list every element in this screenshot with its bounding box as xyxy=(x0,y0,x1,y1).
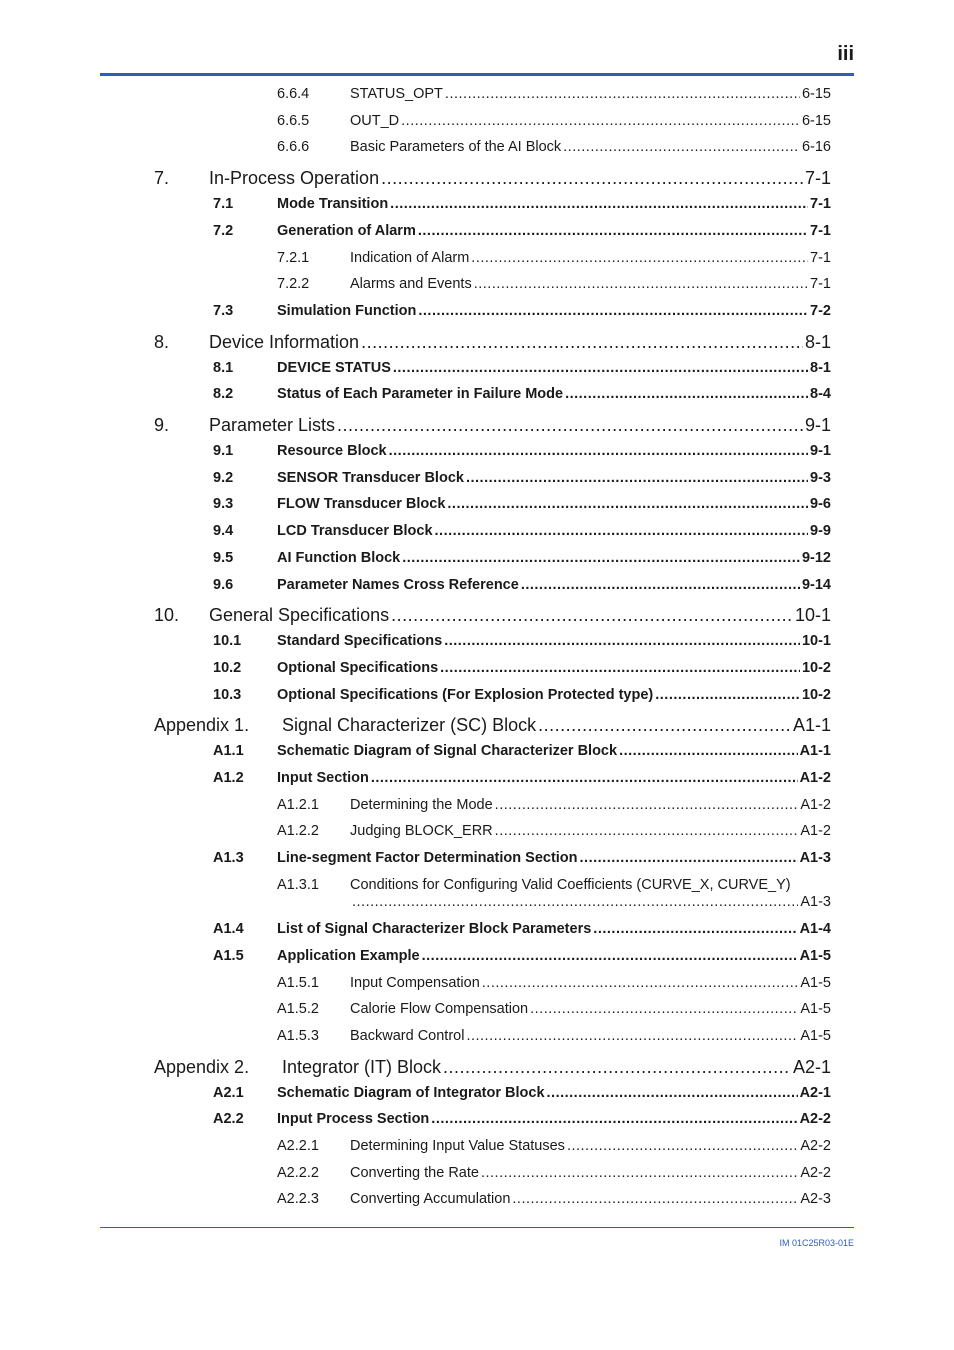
toc-entry-page: A1-5 xyxy=(800,975,831,991)
toc-entry-number: 9.6 xyxy=(213,577,234,593)
toc-entry-page: A2-2 xyxy=(800,1165,831,1181)
toc-dot-leader xyxy=(431,1111,797,1127)
toc-entry-line xyxy=(350,975,831,991)
toc-entry-title: Schematic Diagram of Signal Characterizer Block xyxy=(277,743,618,759)
toc-entry-page: A2-2 xyxy=(800,1138,831,1154)
toc-dot-leader xyxy=(447,496,808,512)
toc-entry-page: 8-4 xyxy=(810,386,831,402)
toc-dot-leader xyxy=(418,223,808,239)
toc-entry-line xyxy=(277,948,831,964)
toc-entry-number: A1.5 xyxy=(213,948,244,964)
toc-entry-line xyxy=(350,1138,831,1154)
toc-entry-line xyxy=(277,360,831,376)
toc-entry-title: Schematic Diagram of Integrator Block xyxy=(277,1085,545,1101)
toc-dot-leader xyxy=(389,443,808,459)
toc-entry-page: 10-2 xyxy=(801,660,831,676)
toc-entry-page: 10-2 xyxy=(801,687,831,703)
toc-dot-leader xyxy=(435,523,809,539)
toc-entry-number: 9.2 xyxy=(213,470,234,486)
toc-entry-number: 9.1 xyxy=(213,443,234,459)
toc-entry-line xyxy=(350,86,831,102)
toc-entry-title: Parameter Names Cross Reference xyxy=(277,577,519,593)
toc-entry-number: 7.2.2 xyxy=(277,276,310,292)
toc-entry-page: A1-4 xyxy=(799,921,831,937)
toc-entry-page: 9-1 xyxy=(804,415,831,435)
toc-entry-title: Determining the Mode xyxy=(350,797,493,813)
toc-entry-line xyxy=(350,1028,831,1044)
toc-entry-title: Parameter Lists xyxy=(209,415,336,435)
toc-entry-page: A1-2 xyxy=(799,770,831,786)
toc-dot-leader xyxy=(443,1057,791,1078)
toc-dot-leader xyxy=(593,921,797,937)
toc-dot-leader xyxy=(444,633,800,649)
toc-entry-title: Converting the Rate xyxy=(350,1165,479,1181)
toc-entry-number: 10. xyxy=(154,605,180,625)
toc-entry-page: 7-1 xyxy=(810,276,831,292)
toc-entry-page: 8-1 xyxy=(810,360,831,376)
toc-entry-number: 8.2 xyxy=(213,386,234,402)
toc-entry-line xyxy=(209,415,831,436)
toc-entry-number: Appendix 2. xyxy=(154,1057,250,1077)
toc-entry-title: Optional Specifications (For Explosion Protected type) xyxy=(277,687,654,703)
toc-entry-title: Mode Transition xyxy=(277,196,389,212)
toc-entry-line xyxy=(350,1165,831,1181)
page-header-rule xyxy=(100,73,854,76)
toc-entry-page: 7-2 xyxy=(810,303,831,319)
toc-entry-title: Simulation Function xyxy=(277,303,417,319)
toc-dot-leader xyxy=(619,743,797,759)
toc-entry-line xyxy=(277,850,831,866)
toc-entry-title: Integrator (IT) Block xyxy=(282,1057,442,1077)
toc-entry-title: In-Process Operation xyxy=(209,168,380,188)
toc-entry-page: 7-1 xyxy=(810,250,831,266)
toc-entry-page: A1-2 xyxy=(800,823,831,839)
toc-entry-title: Line-segment Factor Determination Section xyxy=(277,850,578,866)
toc-entry-line xyxy=(277,660,831,676)
toc-entry-page: A1-2 xyxy=(800,797,831,813)
toc-entry-line xyxy=(209,332,831,353)
toc-entry-line xyxy=(277,770,831,786)
toc-dot-leader xyxy=(495,797,799,813)
document-id: IM 01C25R03-01E xyxy=(779,1238,854,1248)
toc-entry-line xyxy=(350,894,831,910)
toc-dot-leader xyxy=(402,550,800,566)
toc-dot-leader xyxy=(495,823,799,839)
toc-entry-page: 9-6 xyxy=(810,496,831,512)
toc-entry-line xyxy=(277,223,831,239)
toc-entry-number: A1.5.1 xyxy=(277,975,319,991)
page-number: iii xyxy=(837,43,854,65)
toc-entry-number: 8. xyxy=(154,332,170,352)
toc-dot-leader xyxy=(361,332,803,353)
toc-entry-page: 8-1 xyxy=(804,332,831,352)
toc-dot-leader xyxy=(655,687,800,703)
toc-dot-leader xyxy=(422,948,798,964)
toc-dot-leader xyxy=(547,1085,798,1101)
toc-dot-leader xyxy=(466,470,808,486)
toc-entry-number: 9.5 xyxy=(213,550,234,566)
toc-entry-title: DEVICE STATUS xyxy=(277,360,391,376)
toc-entry-title: Indication of Alarm xyxy=(350,250,470,266)
toc-entry-number: A1.3 xyxy=(213,850,244,866)
toc-entry-page: A1-3 xyxy=(799,850,831,866)
toc-dot-leader xyxy=(474,276,808,292)
toc-entry-page: 9-14 xyxy=(801,577,831,593)
toc-dot-leader xyxy=(563,139,800,155)
toc-entry-number: 9.3 xyxy=(213,496,234,512)
toc-entry-line xyxy=(282,715,831,736)
toc-entry-page: A1-1 xyxy=(799,743,831,759)
toc-entry-page: 6-15 xyxy=(801,86,831,102)
toc-entry-title: OUT_D xyxy=(350,113,400,129)
toc-entry-number: A2.2.1 xyxy=(277,1138,319,1154)
toc-dot-leader xyxy=(512,1191,798,1207)
toc-entry-line xyxy=(277,470,831,486)
toc-entry-page: A2-1 xyxy=(792,1057,831,1077)
toc-entry-number: A1.1 xyxy=(213,743,244,759)
toc-entry-number: Appendix 1. xyxy=(154,715,250,735)
toc-entry-page: 10-1 xyxy=(794,605,831,625)
toc-entry-title: List of Signal Characterizer Block Parameters xyxy=(277,921,592,937)
toc-entry-number: 7.3 xyxy=(213,303,234,319)
toc-entry-line xyxy=(277,921,831,937)
toc-entry-line xyxy=(350,1001,831,1017)
toc-entry-line xyxy=(350,823,831,839)
toc-entry-title: Resource Block xyxy=(277,443,387,459)
toc-entry-title: Determining Input Value Statuses xyxy=(350,1138,565,1154)
toc-entry-line xyxy=(350,1191,831,1207)
toc-entry-page: A1-5 xyxy=(800,1028,831,1044)
toc-entry-title: SENSOR Transducer Block xyxy=(277,470,464,486)
toc-dot-leader xyxy=(481,1165,798,1181)
toc-dot-leader xyxy=(538,715,791,736)
toc-entry-title: AI Function Block xyxy=(277,550,401,566)
toc-entry-title: Conditions for Configuring Valid Coefficients (CURVE_X, CURVE_Y) xyxy=(350,877,791,893)
toc-entry-page: 6-15 xyxy=(801,113,831,129)
toc-entry-number: A1.5.2 xyxy=(277,1001,319,1017)
toc-entry-page: 6-16 xyxy=(801,139,831,155)
toc-entry-line xyxy=(277,196,831,212)
toc-entry-page: 9-12 xyxy=(801,550,831,566)
toc-entry-line xyxy=(350,113,831,129)
toc-dot-leader xyxy=(381,168,803,189)
toc-entry-number: A1.3.1 xyxy=(277,877,319,893)
toc-dot-leader xyxy=(352,894,798,910)
toc-entry-line xyxy=(209,605,831,626)
toc-entry-number: 10.2 xyxy=(213,660,242,676)
toc-entry-number: 7. xyxy=(154,168,170,188)
toc-entry-number: A1.2 xyxy=(213,770,244,786)
toc-entry-number: 6.6.4 xyxy=(277,86,310,102)
toc-entry-title: Status of Each Parameter in Failure Mode xyxy=(277,386,564,402)
toc-entry-title: Basic Parameters of the AI Block xyxy=(350,139,562,155)
toc-entry-title: Signal Characterizer (SC) Block xyxy=(282,715,537,735)
toc-entry-title: FLOW Transducer Block xyxy=(277,496,446,512)
toc-entry-number: 8.1 xyxy=(213,360,234,376)
toc-entry-line xyxy=(277,550,831,566)
toc-entry-page: 10-1 xyxy=(801,633,831,649)
toc-entry-line xyxy=(277,577,831,593)
toc-dot-leader xyxy=(418,303,808,319)
toc-entry-line xyxy=(277,743,831,759)
toc-entry-page: 9-1 xyxy=(810,443,831,459)
toc-entry-title: Judging BLOCK_ERR xyxy=(350,823,493,839)
toc-entry-title: STATUS_OPT xyxy=(350,86,443,102)
toc-entry-number: A1.4 xyxy=(213,921,244,937)
toc-entry-line xyxy=(282,1057,831,1078)
toc-entry-number: A2.2 xyxy=(213,1111,244,1127)
toc-dot-leader xyxy=(471,250,808,266)
toc-entry-page: 9-9 xyxy=(810,523,831,539)
toc-entry-title: Device Information xyxy=(209,332,360,352)
toc-dot-leader xyxy=(390,196,808,212)
toc-entry-line xyxy=(350,276,831,292)
toc-entry-line xyxy=(277,523,831,539)
toc-entry-line xyxy=(277,386,831,402)
toc-entry-page: A1-1 xyxy=(792,715,831,735)
toc-dot-leader xyxy=(401,113,800,129)
toc-entry-line xyxy=(277,496,831,512)
toc-entry-line xyxy=(277,303,831,319)
toc-entry-title: Application Example xyxy=(277,948,420,964)
toc-entry-page: A2-3 xyxy=(800,1191,831,1207)
toc-entry-number: A1.2.1 xyxy=(277,797,319,813)
toc-entry-number: 7.2 xyxy=(213,223,234,239)
toc-entry-page: A2-1 xyxy=(799,1085,831,1101)
toc-entry-number: 9. xyxy=(154,415,170,435)
toc-entry-title: LCD Transducer Block xyxy=(277,523,433,539)
toc-entry-title: Calorie Flow Compensation xyxy=(350,1001,529,1017)
toc-entry-line xyxy=(350,250,831,266)
toc-dot-leader xyxy=(391,605,793,626)
toc-entry-line xyxy=(277,443,831,459)
toc-entry-title: Backward Control xyxy=(350,1028,465,1044)
toc-dot-leader xyxy=(466,1028,798,1044)
toc-entry-line xyxy=(350,139,831,155)
toc-dot-leader xyxy=(521,577,800,593)
toc-entry-title: Generation of Alarm xyxy=(277,223,416,239)
toc-entry-number: 9.4 xyxy=(213,523,234,539)
toc-dot-leader xyxy=(565,386,808,402)
toc-entry-number: A2.2.2 xyxy=(277,1165,319,1181)
toc-dot-leader xyxy=(445,86,800,102)
toc-entry-line xyxy=(277,633,831,649)
toc-entry-title: Input Compensation xyxy=(350,975,480,991)
toc-entry-title: General Specifications xyxy=(209,605,390,625)
toc-dot-leader xyxy=(530,1001,798,1017)
toc-entry-number: 10.1 xyxy=(213,633,242,649)
toc-entry-number: A1.2.2 xyxy=(277,823,319,839)
toc-entry-title: Converting Accumulation xyxy=(350,1191,511,1207)
toc-entry-page: 7-1 xyxy=(810,223,831,239)
toc-dot-leader xyxy=(371,770,798,786)
toc-entry-page: A2-2 xyxy=(799,1111,831,1127)
toc-dot-leader xyxy=(393,360,808,376)
toc-entry-line xyxy=(277,1085,831,1101)
toc-entry-line xyxy=(277,1111,831,1127)
toc-dot-leader xyxy=(482,975,799,991)
toc-entry-line xyxy=(277,687,831,703)
toc-dot-leader xyxy=(580,850,798,866)
toc-entry-title: Optional Specifications xyxy=(277,660,439,676)
toc-entry-number: 6.6.6 xyxy=(277,139,310,155)
toc-entry-page: 7-1 xyxy=(804,168,831,188)
toc-entry-number: 7.2.1 xyxy=(277,250,310,266)
toc-entry-number: A2.2.3 xyxy=(277,1191,319,1207)
page-footer-rule xyxy=(100,1227,854,1228)
toc-entry-page: A1-5 xyxy=(800,1001,831,1017)
toc-entry-title: Standard Specifications xyxy=(277,633,443,649)
toc-entry-title: Input Section xyxy=(277,770,369,786)
toc-entry-line xyxy=(350,797,831,813)
toc-entry-page: A1-5 xyxy=(799,948,831,964)
toc-entry-title: Alarms and Events xyxy=(350,276,472,292)
toc-entry-number: A1.5.3 xyxy=(277,1028,319,1044)
toc-entry-number: 7.1 xyxy=(213,196,234,212)
toc-dot-leader xyxy=(567,1138,798,1154)
toc-entry-number: 10.3 xyxy=(213,687,242,703)
toc-entry-number: A2.1 xyxy=(213,1085,244,1101)
toc-entry-title: Input Process Section xyxy=(277,1111,430,1127)
toc-entry-number: 6.6.5 xyxy=(277,113,310,129)
toc-dot-leader xyxy=(337,415,803,436)
toc-entry-page: A1-3 xyxy=(800,894,831,910)
toc-entry-page: 9-3 xyxy=(810,470,831,486)
toc-entry-line xyxy=(209,168,831,189)
toc-entry-page: 7-1 xyxy=(810,196,831,212)
toc-dot-leader xyxy=(440,660,800,676)
